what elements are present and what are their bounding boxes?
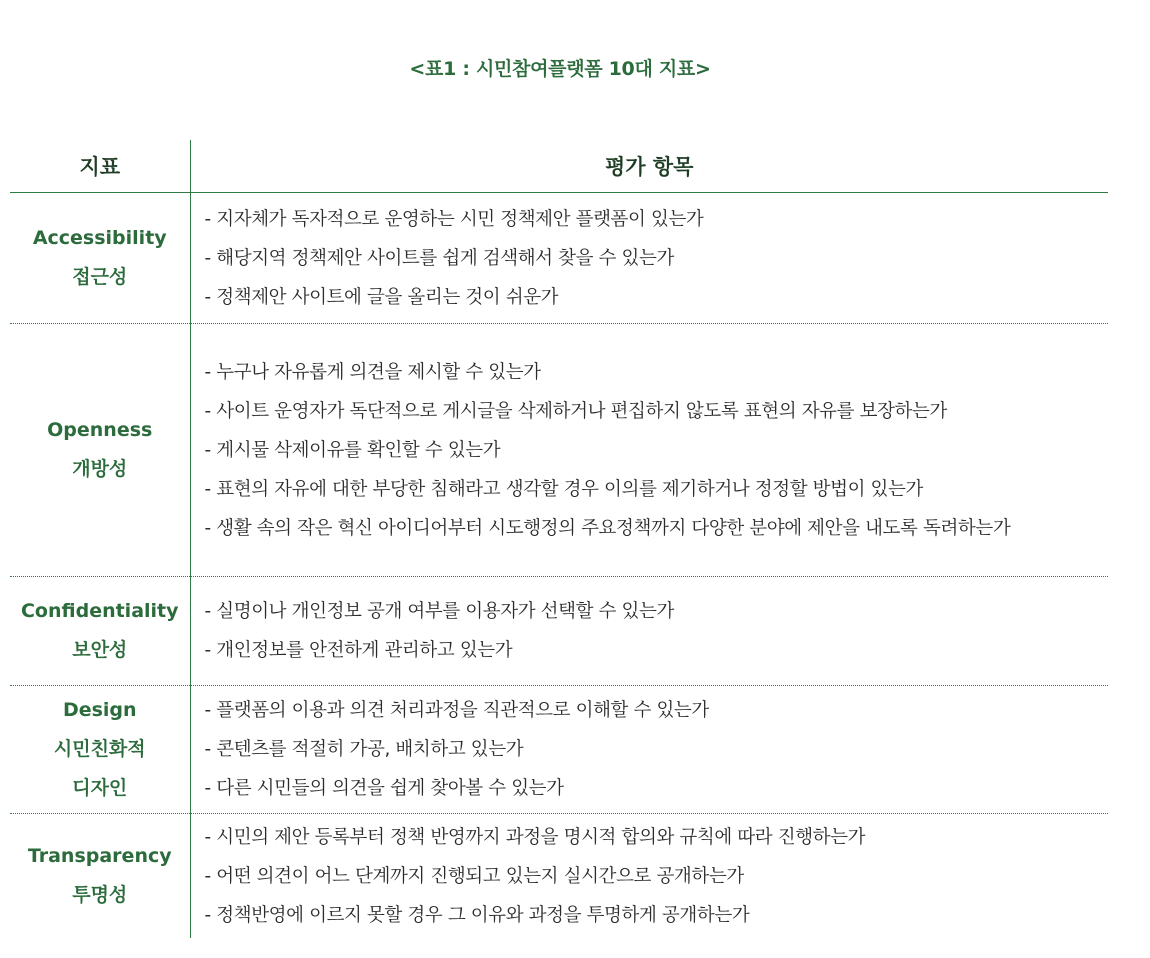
evaluation-items-cell	[190, 814, 1108, 939]
evaluation-items-cell	[190, 193, 1108, 324]
indicator-name-cell	[10, 814, 190, 939]
evaluation-item: - 사이트 운영자가 독단적으로 게시글을 삭제하거나 편집하지 않도록 표현의 자유를 보장하는가	[204, 400, 947, 422]
evaluation-items-cell	[190, 324, 1108, 577]
header-evaluation-items: 평가 항목	[190, 140, 1108, 193]
evaluation-item: - 어떤 의견이 어느 단계까지 진행되고 있는지 실시간으로 공개하는가	[204, 865, 744, 887]
table-row-accessibility	[10, 193, 1108, 324]
evaluation-item: - 개인정보를 안전하게 관리하고 있는가	[204, 640, 513, 661]
indicator-table	[10, 140, 1108, 938]
table-row-transparency	[10, 814, 1108, 939]
table-row-design	[10, 686, 1108, 814]
indicator-table-container	[10, 140, 1108, 938]
table-caption: <표1 : 시민참여플랫폼 10대 지표>	[409, 58, 711, 80]
evaluation-item: - 게시물 삭제이유를 확인할 수 있는가	[204, 439, 501, 461]
evaluation-items-cell	[190, 686, 1108, 814]
indicator-name-ko: 보안성	[72, 639, 128, 661]
header-indicator: 지표	[10, 140, 190, 193]
table-header-row	[10, 140, 1108, 193]
indicator-name-cell	[10, 686, 190, 814]
evaluation-item: - 표현의 자유에 대한 부당한 침해라고 생각할 경우 이의를 제기하거나 정정할 방법이 있는가	[204, 478, 923, 500]
evaluation-item: - 해당지역 정책제안 사이트를 쉽게 검색해서 찾을 수 있는가	[204, 247, 674, 269]
indicator-name-ko: 시민친화적	[53, 738, 146, 760]
evaluation-item: - 생활 속의 작은 혁신 아이디어부터 시도행정의 주요정책까지 다양한 분야에 제안을 내도록 독려하는가	[204, 517, 1011, 539]
indicator-name-ko: 디자인	[72, 777, 128, 799]
indicator-name-ko: 개방성	[72, 458, 128, 480]
evaluation-item: - 다른 시민들의 의견을 쉽게 찾아볼 수 있는가	[204, 778, 564, 799]
indicator-name-en: Accessibility	[32, 227, 167, 249]
evaluation-item: - 정책반영에 이르지 못할 경우 그 이유와 과정을 투명하게 공개하는가	[204, 904, 750, 926]
indicator-name-en: Design	[62, 699, 137, 721]
indicator-name-ko: 투명성	[72, 884, 128, 906]
evaluation-item: - 정책제안 사이트에 글을 올리는 것이 쉬운가	[204, 286, 559, 308]
indicator-name-en: Transparency	[27, 845, 172, 867]
evaluation-item: - 지자체가 독자적으로 운영하는 시민 정책제안 플랫폼이 있는가	[204, 208, 704, 230]
evaluation-items-cell	[190, 577, 1108, 686]
table-row-confidentiality	[10, 577, 1108, 686]
table-row-openness	[10, 324, 1108, 577]
evaluation-item: - 시민의 제안 등록부터 정책 반영까지 과정을 명시적 합의와 규칙에 따라 진행하는가	[204, 826, 866, 848]
indicator-name-ko: 접근성	[72, 266, 128, 288]
evaluation-item: - 플랫폼의 이용과 의견 처리과정을 직관적으로 이해할 수 있는가	[204, 700, 709, 721]
evaluation-item: - 실명이나 개인정보 공개 여부를 이용자가 선택할 수 있는가	[204, 601, 674, 622]
indicator-name-cell	[10, 324, 190, 577]
evaluation-item: - 누구나 자유롭게 의견을 제시할 수 있는가	[204, 361, 541, 383]
indicator-name-cell	[10, 193, 190, 324]
indicator-name-en: Openness	[47, 419, 153, 441]
evaluation-item: - 콘텐츠를 적절히 가공, 배치하고 있는가	[204, 739, 524, 760]
indicator-name-en: Confidentiality	[20, 600, 179, 622]
indicator-name-cell	[10, 577, 190, 686]
